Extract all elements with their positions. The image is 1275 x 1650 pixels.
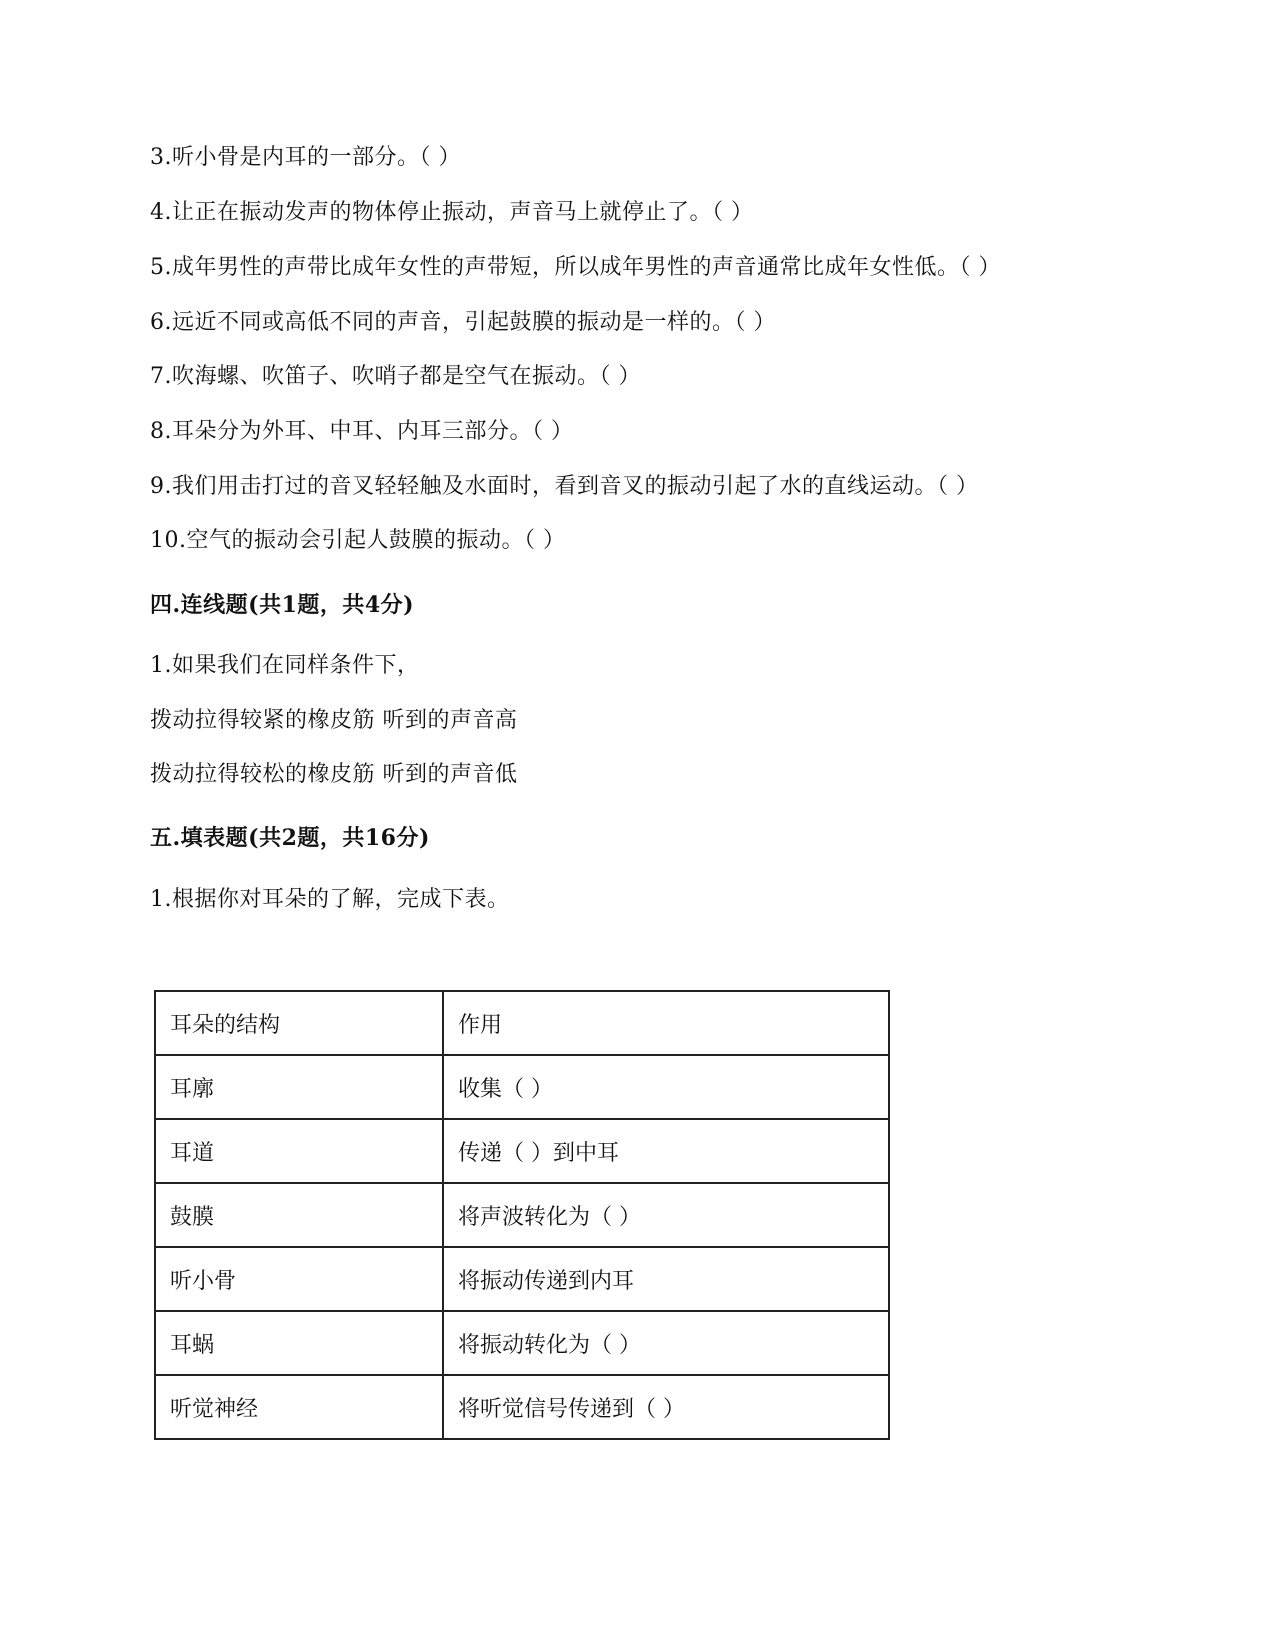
table-header-cell: 耳朵的结构 bbox=[155, 991, 443, 1055]
table-row bbox=[155, 1055, 889, 1119]
judge-item-5: 5.成年男性的声带比成年女性的声带短，所以成年男性的声音通常比成年女性低。（ ） bbox=[150, 255, 1001, 280]
table-cell-function: 将振动转化为（ ） bbox=[443, 1311, 889, 1375]
table-header-cell: 作用 bbox=[443, 991, 889, 1055]
table-row bbox=[155, 1119, 889, 1183]
table-row bbox=[155, 1183, 889, 1247]
matching-question: 1.如果我们在同样条件下， bbox=[150, 653, 420, 678]
section-heading-fill-table: 五.填表题(共2题，共16分) bbox=[150, 825, 430, 851]
table-cell-function: 收集（ ） bbox=[443, 1055, 889, 1119]
judge-item-6: 6.远近不同或高低不同的声音，引起鼓膜的振动是一样的。（ ） bbox=[150, 310, 776, 335]
table-cell-function: 将听觉信号传递到（ ） bbox=[443, 1375, 889, 1439]
judge-item-9: 9.我们用击打过的音叉轻轻触及水面时，看到音叉的振动引起了水的直线运动。（ ） bbox=[150, 474, 979, 499]
table-cell-function: 传递（ ）到中耳 bbox=[443, 1119, 889, 1183]
table-cell-function: 将声波转化为（ ） bbox=[443, 1183, 889, 1247]
judge-item-10: 10.空气的振动会引起人鼓膜的振动。（ ） bbox=[150, 528, 566, 553]
table-row bbox=[155, 1247, 889, 1311]
ear-structure-table bbox=[154, 990, 890, 1440]
section-heading-matching: 四.连线题(共1题，共4分) bbox=[150, 592, 415, 618]
table-cell-structure: 耳廓 bbox=[155, 1055, 443, 1119]
table-cell-structure: 鼓膜 bbox=[155, 1183, 443, 1247]
judge-item-7: 7.吹海螺、吹笛子、吹哨子都是空气在振动。（ ） bbox=[150, 364, 641, 389]
matching-row-loose: 拨动拉得较松的橡皮筋 听到的声音低 bbox=[150, 762, 518, 787]
fill-table-question: 1.根据你对耳朵的了解，完成下表。 bbox=[150, 887, 510, 912]
table-header-row bbox=[155, 991, 889, 1055]
judge-item-3: 3.听小骨是内耳的一部分。（ ） bbox=[150, 145, 461, 170]
table-cell-structure: 听小骨 bbox=[155, 1247, 443, 1311]
table-cell-structure: 耳道 bbox=[155, 1119, 443, 1183]
judge-item-8: 8.耳朵分为外耳、中耳、内耳三部分。（ ） bbox=[150, 419, 574, 444]
matching-row-tight: 拨动拉得较紧的橡皮筋 听到的声音高 bbox=[150, 708, 518, 733]
table-cell-structure: 耳蜗 bbox=[155, 1311, 443, 1375]
table-row bbox=[155, 1375, 889, 1439]
table-cell-structure: 听觉神经 bbox=[155, 1375, 443, 1439]
table-cell-function: 将振动传递到内耳 bbox=[443, 1247, 889, 1311]
table-row bbox=[155, 1311, 889, 1375]
judge-item-4: 4.让正在振动发声的物体停止振动，声音马上就停止了。（ ） bbox=[150, 200, 754, 225]
